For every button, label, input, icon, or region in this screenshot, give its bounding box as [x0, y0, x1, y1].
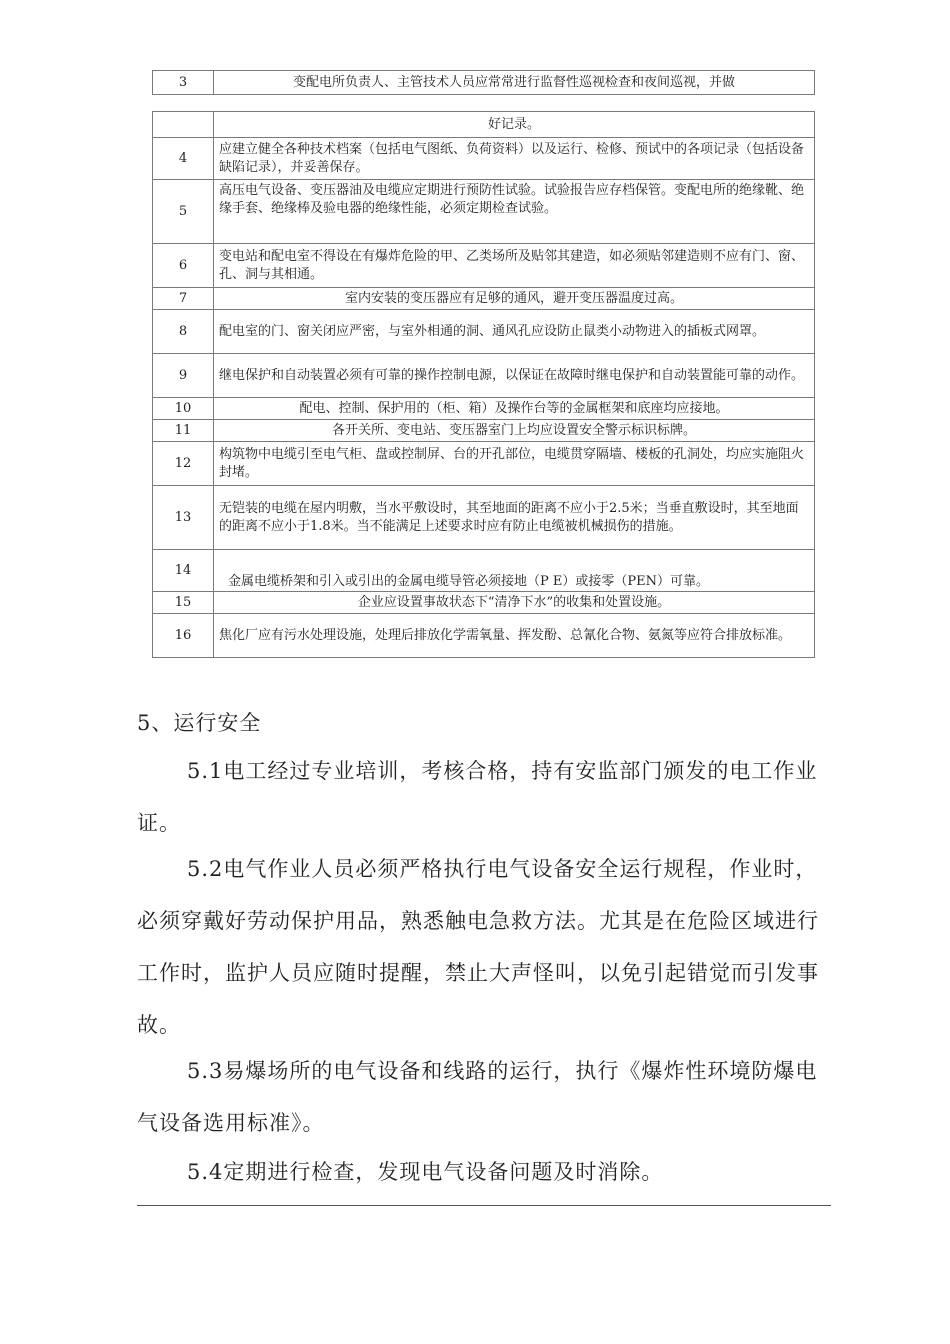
table-row — [153, 486, 815, 550]
row-number: 9 — [153, 354, 214, 398]
row-text: 金属电缆桥架和引入或引出的金属电缆导管必须接地（P E）或接零（PEN）可靠。 — [214, 550, 815, 592]
row-text: 好记录。 — [214, 112, 815, 138]
table-row — [153, 244, 815, 288]
table-row — [153, 550, 815, 592]
table-row — [153, 138, 815, 180]
table-row — [153, 592, 815, 614]
footer-rule — [137, 1205, 831, 1206]
table-row — [153, 310, 815, 354]
paragraph-5-3: 5.3易爆场所的电气设备和线路的运行，执行《爆炸性环境防爆电气设备选用标准》。 — [137, 1059, 818, 1135]
row-number: 4 — [153, 138, 214, 180]
row-number: 12 — [153, 442, 214, 486]
table-row — [153, 71, 815, 95]
row-number: 7 — [153, 288, 214, 310]
row-number — [153, 112, 214, 138]
row-text: 构筑物中电缆引至电气柜、盘或控制屏、台的开孔部位，电缆贯穿隔墙、楼板的孔洞处，均应实施阻火封堵。 — [214, 442, 815, 486]
table-row — [153, 614, 815, 658]
row-number: 14 — [153, 550, 214, 592]
row-number: 10 — [153, 398, 214, 420]
row-text: 继电保护和自动装置必须有可靠的操作控制电源，以保证在故障时继电保护和自动装置能可靠的动作。 — [214, 354, 815, 398]
row-number: 15 — [153, 592, 214, 614]
row-text: 应建立健全各种技术档案（包括电气图纸、负荷资料）以及运行、检修、预试中的各项记录（包括设备缺陷记录），并妥善保存。 — [214, 138, 815, 180]
row-number: 16 — [153, 614, 214, 658]
row-text: 企业应设置事故状态下“清净下水”的收集和处置设施。 — [214, 592, 815, 614]
paragraph-5-1: 5.1电工经过专业培训，考核合格，持有安监部门颁发的电工作业证。 — [137, 759, 818, 835]
row-number: 6 — [153, 244, 214, 288]
row-text: 变电站和配电室不得设在有爆炸危险的甲、乙类场所及贴邻其建造，如必须贴邻建造则不应有门、窗、孔、洞与其相通。 — [214, 244, 815, 288]
paragraph-5-2: 5.2电气作业人员必须严格执行电气设备安全运行规程，作业时，必须穿戴好劳动保护用品，熟悉触电急救方法。尤其是在危险区域进行工作时，监护人员应随时提醒，禁止大声怪叫，以免引起错觉而引发事故。 — [137, 857, 819, 1037]
row-text: 焦化厂应有污水处理设施，处理后排放化学需氧量、挥发酚、总氰化合物、氨氮等应符合排放标准。 — [214, 614, 815, 658]
row-number: 13 — [153, 486, 214, 550]
table-row — [153, 180, 815, 244]
safety-table — [152, 111, 815, 658]
row-number: 5 — [153, 180, 214, 244]
row-number: 11 — [153, 420, 214, 442]
table-row — [153, 354, 815, 398]
table-row — [153, 442, 815, 486]
table-row — [153, 288, 815, 310]
row-text: 配电室的门、窗关闭应严密，与室外相通的洞、通风孔应设防止鼠类小动物进入的插板式网罩。 — [214, 310, 815, 354]
row-number: 3 — [153, 71, 214, 95]
table-row — [153, 112, 815, 138]
safety-table-continued — [152, 70, 815, 95]
row-number: 8 — [153, 310, 214, 354]
row-text: 各开关所、变电站、变压器室门上均应设置安全警示标识标牌。 — [214, 420, 815, 442]
row-text: 室内安装的变压器应有足够的通风，避开变压器温度过高。 — [214, 288, 815, 310]
row-text: 高压电气设备、变压器油及电缆应定期进行预防性试验。试验报告应存档保管。变配电所的绝缘靴、绝缘手套、绝缘棒及验电器的绝缘性能，必须定期检查试验。 — [214, 180, 815, 244]
table-row — [153, 398, 815, 420]
table-row — [153, 420, 815, 442]
row-text: 配电、控制、保护用的（柜、箱）及操作台等的金属框架和底座均应接地。 — [214, 398, 815, 420]
section-heading: 5、运行安全 — [137, 711, 262, 735]
row-text: 变配电所负责人、主管技术人员应常常进行监督性巡视检查和夜间巡视，并做 — [214, 71, 815, 95]
paragraph-5-4: 5.4定期进行检查，发现电气设备问题及时消除。 — [187, 1160, 664, 1184]
row-text: 无铠装的电缆在屋内明敷，当水平敷设时，其至地面的距离不应小于2.5米；当垂直敷设时，其至地面的距离不应小于1.8米。当不能满足上述要求时应有防止电缆被机械损伤的措施。 — [214, 486, 815, 550]
